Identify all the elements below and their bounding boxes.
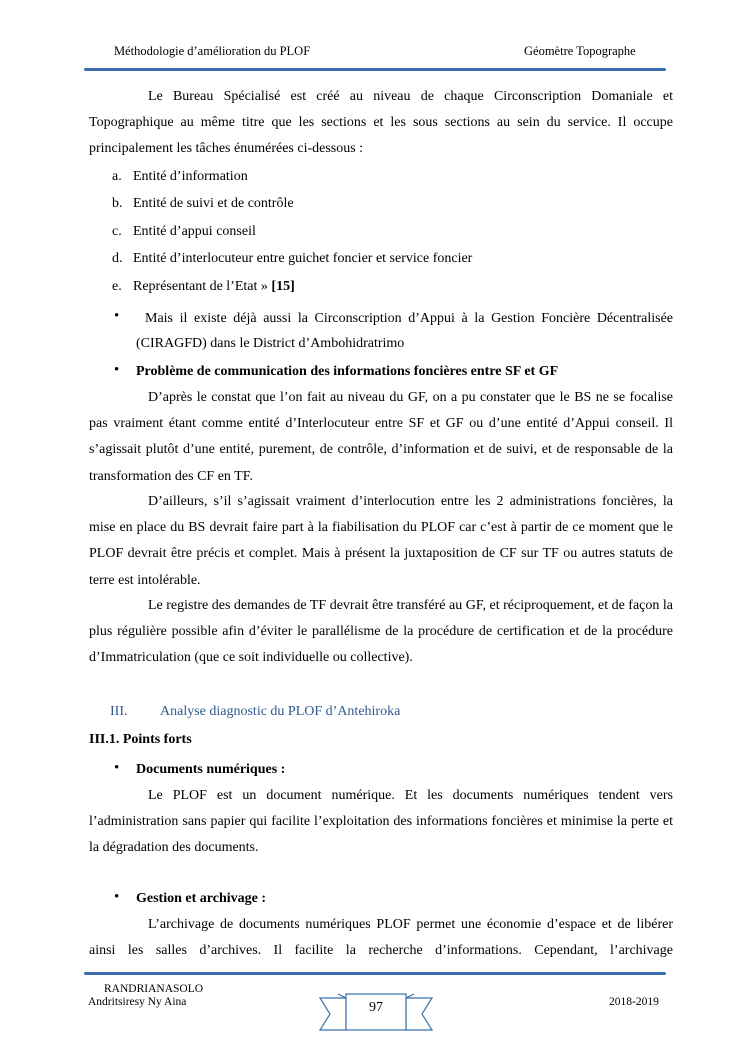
subsection-title: III.1. Points forts [89,732,192,747]
list-item: d. [112,251,123,266]
bullet-probleme-heading: Problème de communication des informations foncières entre SF et GF [136,364,559,379]
footer-year: 2018-2019 [609,996,659,1008]
list-item-text: Entité d’information [133,169,248,184]
list-item-text: Représentant de l’Etat » [15] [133,279,295,294]
list-item-text: Entité d’appui conseil [133,224,256,239]
bullet-ciragfd-line2: (CIRAGFD) dans le District d’Ambohidratrimo [136,336,405,351]
bullet-gestion-heading: Gestion et archivage : [136,891,266,906]
page-number: 97 [369,1000,383,1015]
bullet-icon: • [114,889,120,905]
header-rule [84,68,666,71]
list-item: a. [112,169,122,184]
header-right-title: Géomètre Topographe [524,44,636,58]
footer-author-line1: RANDRIANASOLO [104,983,204,995]
citation-ref: [15] [271,279,295,294]
bullet-icon: • [114,362,120,378]
section-number: III. [110,704,128,719]
bullet-docs-heading: Documents numériques : [136,762,286,777]
paragraph-plof-numerique: Le PLOF est un document numérique. Et les documents numériques tendent vers l’administration sans papier qui facilite l’exploitation des informations foncières et minimise la perte et la dégradation des documents. [89,788,673,856]
list-item: c. [112,224,122,239]
footer-rule [84,972,666,975]
footer-author-line2: Andritsiresy Ny Aina [88,996,187,1008]
list-item: e. [112,279,122,294]
list-item: b. [112,196,123,211]
list-item-text: Entité d’interlocuteur entre guichet foncier et service foncier [133,251,473,266]
intro-paragraph: Le Bureau Spécialisé est créé au niveau de chaque Circonscription Domaniale et Topographique au même titre que les sections et les sous sections au sein du service. Il occupe principalement les tâches énumérées ci-dessous : [89,89,673,157]
section-title: Analyse diagnostic du PLOF d’Antehiroka [160,704,401,719]
paragraph-registre: Le registre des demandes de TF devrait être transféré au GF, et réciproquement, et de façon la plus régulière possible afin d’éviter le parallélisme de la procédure de certification et de la procédure d’Immatriculation (que ce soit individuelle ou collective). [89,598,673,666]
bullet-icon: • [114,308,120,324]
bullet-ciragfd-line1: Mais il existe déjà aussi la Circonscription d’Appui à la Gestion Foncière Décentralisée [145,311,673,326]
paragraph-interlocution: D’ailleurs, s’il s’agissait vraiment d’interlocution entre les 2 administrations foncières, la mise en place du BS devrait faire part à la fiabilisation du PLOF car c’est à partir de ce moment que le PLOF devrait être précis et complet. Mais à présent la juxtaposition de CF sur TF ou autres statuts de terre est intolérable. [89,494,673,588]
header-left-title: Méthodologie d’amélioration du PLOF [114,44,311,58]
list-item-text: Entité de suivi et de contrôle [133,196,294,211]
bullet-icon: • [114,760,120,776]
paragraph-archivage: L’archivage de documents numériques PLOF permet une économie d’espace et de libérer ainsi les salles d’archives. Il facilite la recherche d’informations. Cependant, l’archivage [89,917,673,959]
paragraph-constat: D’après le constat que l’on fait au niveau du GF, on a pu constater que le BS ne se focalise pas vraiment étant comme entité d’Interlocuteur entre SF et GF ou d’une entité d’Appui conseil. Il s’agissait plutôt d’une entité, purement, de contrôle, d’information et de suivi, et de responsable de la transformation des CF en TF. [89,390,673,484]
